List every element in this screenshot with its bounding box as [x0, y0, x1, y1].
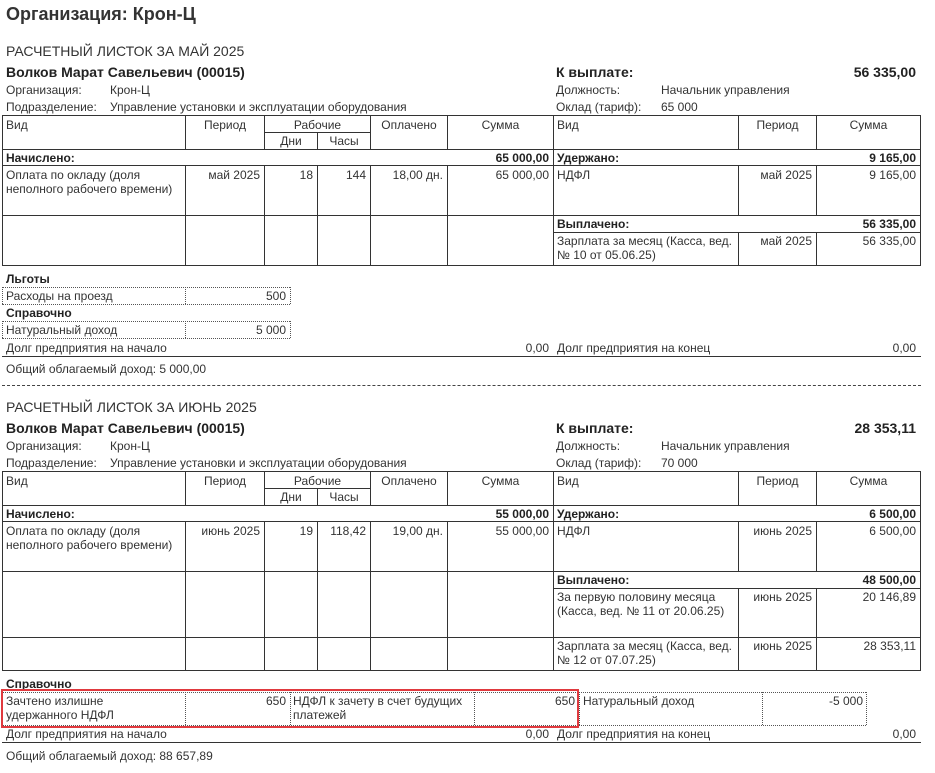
paid-out-total: 56 335,00 [862, 217, 916, 231]
accrual-hours: 118,42 [330, 524, 366, 538]
table-border [370, 521, 371, 670]
table-border [2, 149, 921, 150]
position-value: Начальник управления [661, 83, 790, 97]
col-hours-header: Часы [329, 490, 359, 504]
table-border [2, 521, 921, 522]
highlight-box [1, 689, 579, 728]
dept-label: Подразделение: [6, 100, 97, 114]
ref-item-value: 5 000 [255, 323, 286, 337]
col-work-header: Рабочие [293, 118, 342, 132]
sheet-separator [2, 385, 921, 386]
accrual-kind: Оплата по окладу (доля неполного рабочего времени) [6, 168, 173, 196]
payment-period: июнь 2025 [753, 590, 812, 604]
accrual-period: июнь 2025 [201, 524, 260, 538]
table-border [2, 115, 921, 116]
salary-label: Оклад (тариф): [556, 100, 642, 114]
accrual-paid: 18,00 дн. [392, 168, 443, 182]
debt-end-label: Долг предприятия на конец [557, 727, 711, 741]
withheld-label: Удержано: [557, 507, 620, 521]
dotted-border [579, 692, 580, 725]
col-period-header: Период [203, 474, 247, 488]
table-border [2, 215, 921, 216]
deduction-sum: 6 500,00 [869, 524, 916, 538]
accrued-total: 55 000,00 [495, 507, 549, 521]
debt-end-value: 0,00 [892, 341, 916, 355]
dept-value: Управление установки и эксплуатации оборудования [110, 456, 407, 470]
deduction-kind: НДФЛ [557, 524, 591, 538]
col-sum-header: Сумма [481, 118, 520, 132]
dotted-border [290, 321, 291, 338]
salary-label: Оклад (тариф): [556, 456, 642, 470]
table-border [2, 571, 921, 572]
withheld-total: 6 500,00 [869, 507, 916, 521]
reference-label: Справочно [6, 306, 72, 320]
sheet-title: РАСЧЕТНЫЙ ЛИСТОК ЗА МАЙ 2025 [6, 43, 245, 59]
col-days-header: Дни [280, 490, 302, 504]
ref-item-label: НДФЛ к зачету в счет будущих платежей [293, 694, 463, 722]
org-label: Организация: [6, 83, 82, 97]
paid-out-label: Выплачено: [557, 217, 630, 231]
to-pay-value: 56 335,00 [853, 64, 916, 80]
debt-end-value: 0,00 [892, 727, 916, 741]
to-pay-value: 28 353,11 [854, 420, 916, 436]
debt-start-label: Долг предприятия на начало [6, 341, 167, 355]
table-border [264, 521, 265, 670]
col-sum-header: Сумма [849, 118, 888, 132]
accrued-label: Начислено: [6, 507, 75, 521]
table-border [553, 115, 554, 265]
accrual-kind: Оплата по окладу (доля неполного рабочего времени) [6, 524, 173, 552]
deduction-period: июнь 2025 [753, 524, 812, 538]
paid-out-label: Выплачено: [557, 573, 630, 587]
divider [2, 742, 921, 743]
accrual-days: 19 [299, 524, 313, 538]
benefit-item-value: 500 [265, 289, 286, 303]
payment-sum: 28 353,11 [863, 639, 916, 653]
deduction-kind: НДФЛ [557, 168, 591, 182]
col-period-header: Период [756, 474, 799, 488]
table-border [317, 521, 318, 670]
table-border [920, 115, 921, 265]
page-title: Организация: Крон-Ц [6, 4, 196, 24]
col-paid-header: Оплачено [381, 474, 437, 488]
to-pay-label: К выплате: [556, 420, 634, 436]
table-border [185, 521, 186, 670]
accrual-sum: 55 000,00 [495, 524, 549, 538]
dotted-border [866, 692, 867, 725]
debt-start-value: 0,00 [525, 727, 549, 741]
col-kind-header: Вид [557, 474, 579, 488]
withheld-total: 9 165,00 [869, 151, 916, 165]
table-border [553, 232, 921, 233]
withheld-label: Удержано: [557, 151, 620, 165]
payment-period: май 2025 [760, 234, 812, 248]
table-border [2, 115, 3, 265]
org-value: Крон-Ц [110, 439, 150, 453]
taxable-income: Общий облагаемый доход: 5 000,00 [6, 362, 207, 376]
dotted-border [2, 287, 290, 288]
payment-sum: 20 146,89 [862, 590, 916, 604]
col-sum-header: Сумма [849, 474, 888, 488]
col-hours-header: Часы [329, 134, 359, 148]
dotted-border [2, 338, 290, 339]
org-value: Крон-Ц [110, 83, 150, 97]
dotted-border [2, 321, 3, 338]
ref-item-label: Зачтено излишне удержанного НДФЛ [6, 694, 114, 722]
col-kind-header: Вид [557, 118, 579, 132]
table-border [553, 471, 554, 670]
employee-name: Волков Марат Савельевич (00015) [6, 64, 245, 80]
position-value: Начальник управления [661, 439, 790, 453]
deduction-period: май 2025 [760, 168, 812, 182]
accrual-hours: 144 [345, 168, 366, 182]
table-border [2, 471, 3, 670]
payment-period: июнь 2025 [753, 639, 812, 653]
col-work-header: Рабочие [293, 474, 342, 488]
col-period-header: Период [756, 118, 799, 132]
accrual-paid: 19,00 дн. [392, 524, 443, 538]
accrued-total: 65 000,00 [495, 151, 549, 165]
table-border [2, 670, 921, 671]
dotted-border [2, 287, 3, 304]
accrual-days: 18 [299, 168, 313, 182]
col-paid-header: Оплачено [381, 118, 437, 132]
paid-out-total: 48 500,00 [862, 573, 916, 587]
ref-item-value: 650 [265, 694, 286, 708]
ref-item-value: -5 000 [828, 694, 863, 708]
payment-kind: Зарплата за месяц (Касса, вед. № 12 от 07.07.25) [557, 639, 733, 667]
dept-value: Управление установки и эксплуатации оборудования [110, 100, 407, 114]
table-border [2, 471, 921, 472]
debt-start-label: Долг предприятия на начало [6, 727, 167, 741]
position-label: Должность: [556, 83, 621, 97]
debt-end-label: Долг предприятия на конец [557, 341, 711, 355]
col-period-header: Период [203, 118, 247, 132]
ref-item-label: Натуральный доход [583, 694, 695, 708]
org-label: Организация: [6, 439, 82, 453]
col-days-header: Дни [280, 134, 302, 148]
accrual-sum: 65 000,00 [495, 168, 549, 182]
table-border [2, 505, 921, 506]
accrual-period: май 2025 [208, 168, 260, 182]
payment-kind: За первую половину месяца (Касса, вед. № 11 от 20.06.25) [557, 590, 725, 618]
salary-value: 65 000 [661, 100, 698, 114]
dotted-border [2, 304, 290, 305]
col-kind-header: Вид [6, 118, 28, 132]
payment-sum: 56 335,00 [862, 234, 916, 248]
dotted-border [290, 287, 291, 304]
divider [2, 356, 921, 357]
dotted-border [2, 321, 290, 322]
sheet-title: РАСЧЕТНЫЙ ЛИСТОК ЗА ИЮНЬ 2025 [6, 399, 257, 415]
ref-item-label: Натуральный доход [6, 323, 118, 337]
reference-label: Справочно [6, 677, 72, 691]
employee-name: Волков Марат Савельевич (00015) [6, 420, 245, 436]
table-border [2, 165, 921, 166]
benefits-label: Льготы [6, 272, 50, 286]
payment-kind: Зарплата за месяц (Касса, вед. № 10 от 05.06.25) [557, 234, 733, 262]
salary-value: 70 000 [661, 456, 698, 470]
table-border [2, 265, 921, 266]
table-border [2, 637, 921, 638]
col-sum-header: Сумма [481, 474, 520, 488]
position-label: Должность: [556, 439, 621, 453]
table-border [553, 588, 921, 589]
debt-start-value: 0,00 [525, 341, 549, 355]
col-kind-header: Вид [6, 474, 28, 488]
dept-label: Подразделение: [6, 456, 97, 470]
accrued-label: Начислено: [6, 151, 75, 165]
taxable-income: Общий облагаемый доход: 88 657,89 [6, 749, 213, 763]
table-border [447, 521, 448, 670]
table-border [920, 471, 921, 670]
to-pay-label: К выплате: [556, 64, 634, 80]
ref-item-value: 650 [554, 694, 575, 708]
deduction-sum: 9 165,00 [869, 168, 916, 182]
benefit-item-label: Расходы на проезд [6, 289, 113, 303]
